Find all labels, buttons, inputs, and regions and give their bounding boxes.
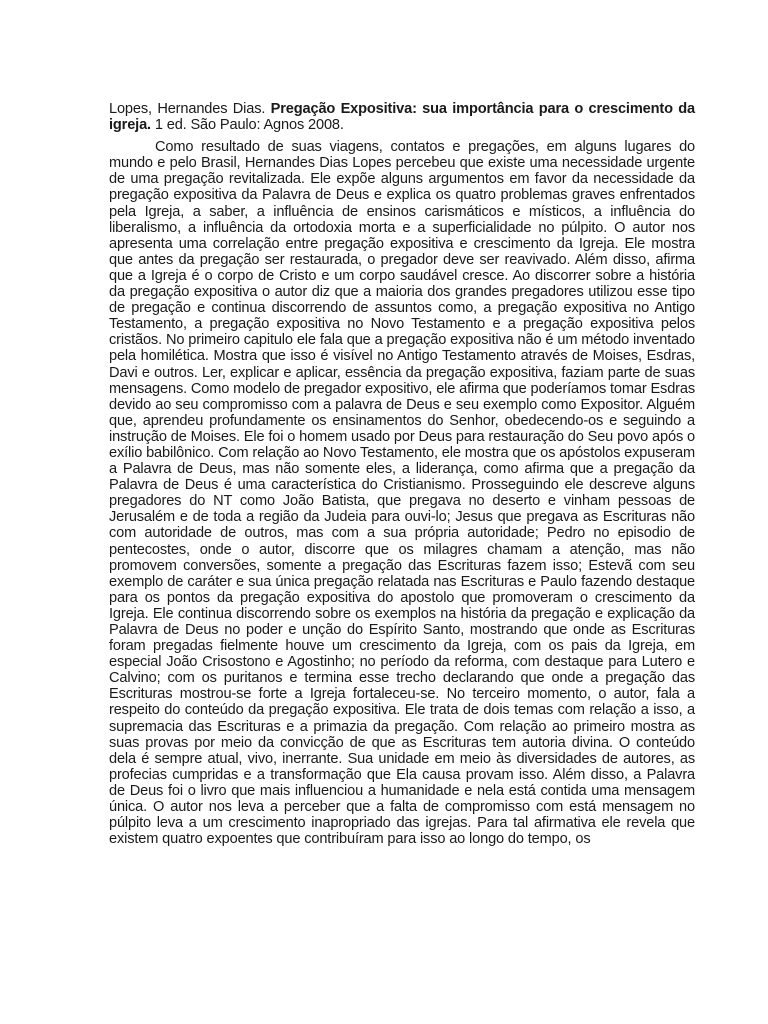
body-paragraph: Como resultado de suas viagens, contatos e pregações, em alguns lugares do mundo e pelo Brasil, Hernandes Dias Lopes percebeu que existe uma necessidade urgente de uma pregação revitalizada. Ele expõe alguns argumentos em favor da necessidade da pregação expositiva da Palavra de Deus e explica os quatro problemas graves enfrentados pela Igreja, a saber, a influência de ensinos carismáticos e místicos, a influência do liberalismo, a influência da ortodoxia morta e a superficialidade no púlpito. O autor nos apresenta uma correlação entre pregação expositiva e crescimento da Igreja. Ele mostra que antes da pregação ser restaurada, o pregador deve ser reavivado. Além disso, afirma que a Igreja é o corpo de Cristo e um corpo saudável cresce. Ao discorrer sobre a história da pregação expositiva o autor diz que a maioria dos grandes pregadores utilizou esse tipo de pregação e continua discorrendo de assuntos como, a pregação expositiva no Antigo Testamento, a pregação expositiva no Novo Testamento e a pregação expositiva pelos cristãos. No primeiro capitulo ele fala que a pregação expositiva não é um método inventado pela homilética. Mostra que isso é visível no Antigo Testamento através de Moises, Esdras, Davi e outros. Ler, explicar e aplicar, essência da pregação expositiva, faziam parte de suas mensagens. Como modelo de pregador expositivo, ele afirma que poderíamos tomar Esdras devido ao seu compromisso com a palavra de Deus e seu exemplo como Expositor. Alguém que, aprendeu profundamente os ensinamentos do Senhor, obedecendo-os e seguindo a instrução de Moises. Ele foi o homem usado por Deus para restauração do Seu povo após o exílio babilônico. Com relação ao Novo Testamento, ele mostra que os apóstolos expuseram a Palavra de Deus, mas não somente eles, a liderança, como afirma que a pregação da Palavra de Deus é uma característica do Cristianismo. Prosseguindo ele descreve alguns pregadores do NT como João Batista, que pregava no deserto e vinham pessoas de Jerusalém e de toda a região da Judeia para ouvi-lo; Jesus que pregava as Escrituras não com autoridade de outros, mas com a sua própria autoridade; Pedro no episodio de pentecostes, onde o autor, discorre que os milagres chamam a atenção, mas não promovem conversões, somente a pregação das Escrituras fazem isso; Estevã com seu exemplo de caráter e sua única pregação relatada nas Escrituras e Paulo fazendo destaque para os pontos da pregação expositiva do apostolo que promoveram o crescimento da Igreja. Ele continua discorrendo sobre os exemplos na história da pregação e explicação da Palavra de Deus no poder e unção do Espírito Santo, mostrando que onde as Escrituras foram pregadas fielmente houve um crescimento da Igreja, com os pais da Igreja, em especial João Crisostono e Agostinho; no período da reforma, com destaque para Lutero e Calvino; com os puritanos e termina esse trecho declarando que onde a pregação das Escrituras mostrou-se forte a Igreja fortaleceu-se. No terceiro momento, o autor, fala a respeito do conteúdo da pregação expositiva. Ele trata de dois temas com relação a isso, a supremacia das Escrituras e a primazia da pregação. Com relação ao primeiro mostra as suas provas por meio da convicção de que as Escrituras tem autoria divina. O conteúdo dela é sempre atual, vivo, inerrante. Sua unidade em meio às diversidades de autores, as profecias cumpridas e a transformação que Ela causa provam isso. Além disso, a Palavra de Deus foi o livro que mais influenciou a humanidade e nela está contida uma mensagem única. O autor nos leva a perceber que a falta de compromisso com está mensagem no púlpito leva a um crescimento inapropriado das igrejas. Para tal afirmativa ele revela que existem quatro expoentes que contribuíram para isso ao longo do tempo, os (109, 139, 696, 848)
citation-author: Lopes, Hernandes Dias. (109, 101, 266, 117)
citation-title: Pregação Expositiva: sua importância para o crescimento da igreja. (109, 101, 695, 134)
citation (109, 101, 695, 133)
citation-publication: 1 ed. São Paulo: Agnos 2008. (154, 117, 344, 134)
document-page (109, 101, 695, 847)
